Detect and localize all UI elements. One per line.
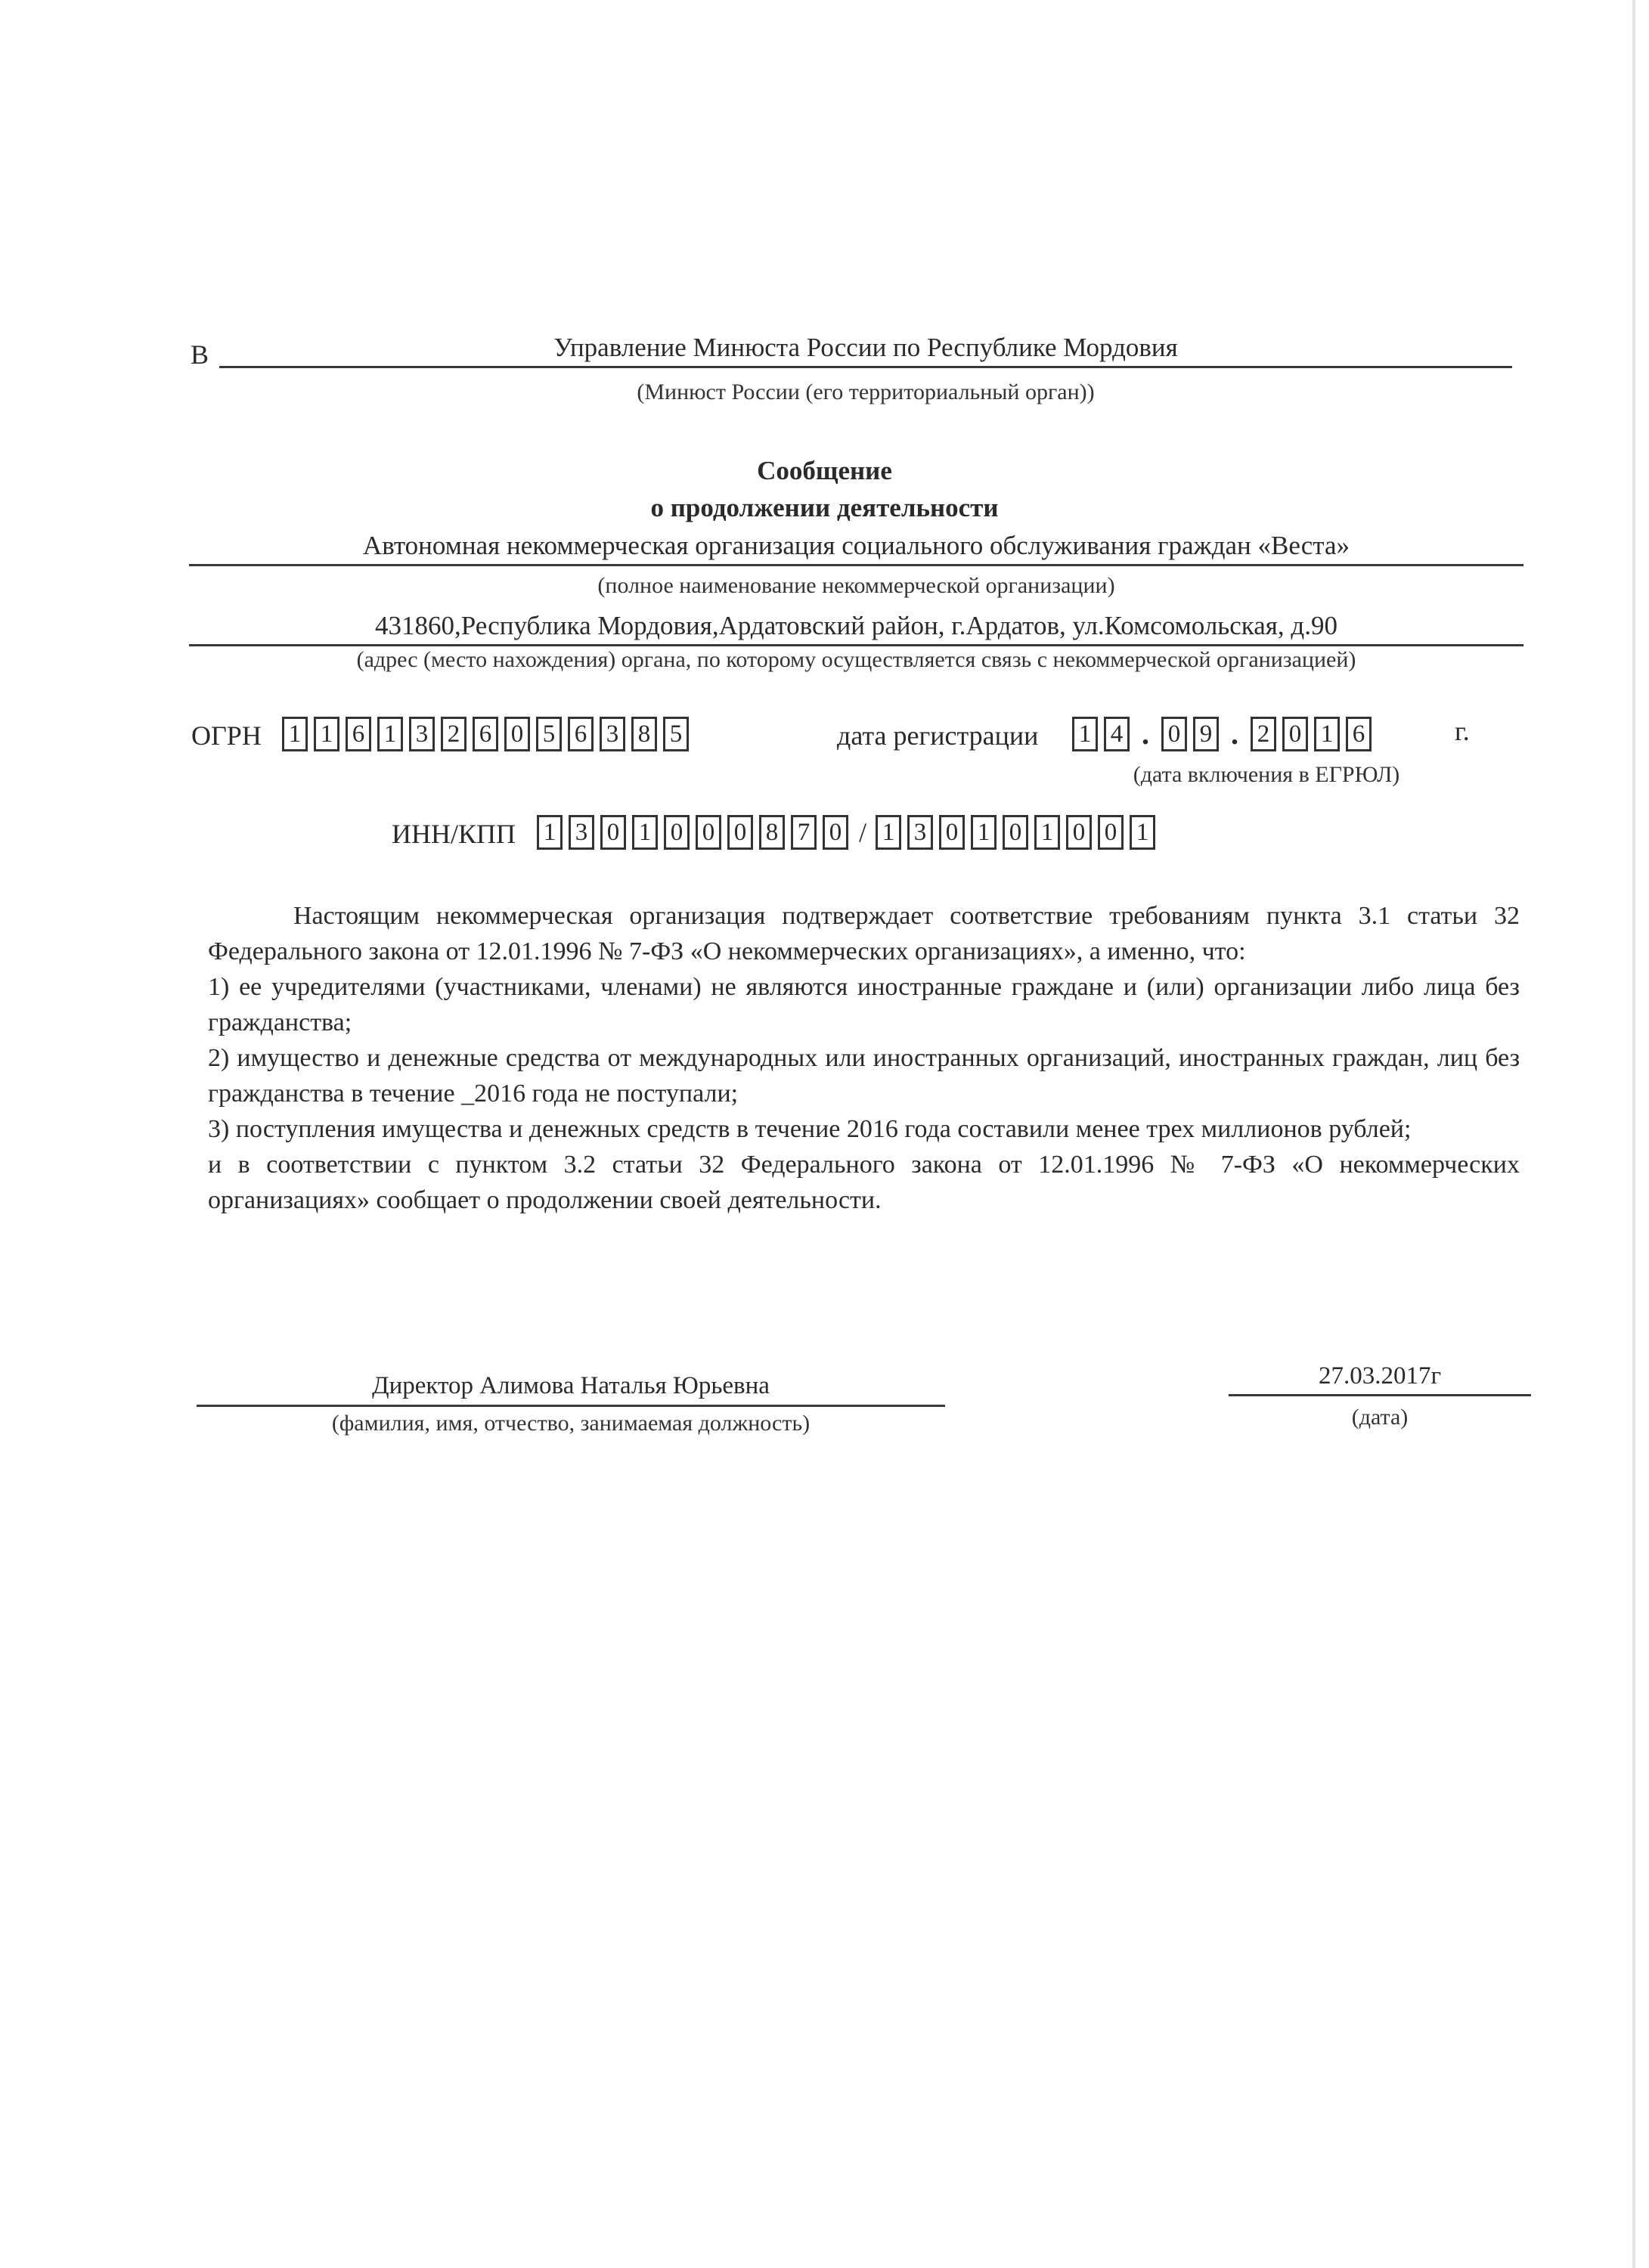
registration-year-suffix: г.	[1455, 716, 1470, 746]
recipient-underline	[219, 366, 1512, 368]
ogrn-digit: 6	[568, 717, 594, 751]
ogrn-digit: 1	[282, 717, 308, 751]
recipient-value: Управление Минюста России по Республике Мордовия	[553, 333, 1178, 362]
scan-edge	[1632, 0, 1635, 2268]
inn-digit: 7	[791, 815, 817, 850]
kpp-digit: 0	[939, 815, 965, 850]
reg-date-dot: .	[1142, 717, 1149, 751]
date-caption: (дата)	[1351, 1405, 1409, 1430]
body-text	[208, 898, 1520, 1218]
inn-kpp-label: ИНН/КПП	[392, 819, 516, 849]
inn-digit: 0	[600, 815, 626, 850]
recipient-caption: (Минюст России (его территориальный орган))	[637, 380, 1095, 404]
inn-digit: 1	[632, 815, 658, 850]
ogrn-digit: 6	[346, 717, 371, 751]
document-subtitle: о продолжении деятельности	[650, 493, 999, 522]
inn-digit: 0	[696, 815, 721, 850]
ogrn-digit: 6	[473, 717, 498, 751]
kpp-digit: 0	[1003, 815, 1028, 850]
kpp-digit: 1	[876, 815, 901, 850]
inn-kpp-cells	[537, 815, 1161, 850]
organization-name-underline	[189, 564, 1523, 566]
kpp-digit: 0	[1066, 815, 1092, 850]
body-conclusion: и в соответствии с пунктом 3.2 статьи 32 Федерального закона от 12.01.1996 № 7-ФЗ «О некоммерческих организациях» сообщает о продолжении своей деятельности.	[208, 1151, 1520, 1214]
body-item-2: 2) имущество и денежные средства от международных или иностранных организаций, иностранных граждан, лиц без гражданства в течение _2016 года не поступали;	[208, 1044, 1520, 1108]
signature-underline	[197, 1405, 945, 1407]
recipient-prefix: В	[191, 339, 209, 370]
registration-label: дата регистрации	[837, 720, 1039, 751]
inn-kpp-separator: /	[858, 817, 866, 847]
inn-digit: 3	[569, 815, 594, 850]
ogrn-digit: 3	[409, 717, 435, 751]
inn-digit: 0	[727, 815, 753, 850]
reg-year-digit: 6	[1346, 717, 1372, 751]
organization-address-underline	[189, 644, 1523, 646]
kpp-digit: 0	[1098, 815, 1124, 850]
ogrn-digit: 1	[314, 717, 339, 751]
ogrn-digit: 3	[600, 717, 625, 751]
organization-address: 431860,Республика Мордовия,Ардатовский район, г.Ардатов, ул.Комсомольская, д.90	[375, 611, 1337, 640]
inn-digit: 0	[823, 815, 848, 850]
organization-address-caption: (адрес (место нахождения) органа, по которому осуществляется связь с некоммерческой организацией)	[356, 647, 1356, 672]
organization-name: Автономная некоммерческая организация социального обслуживания граждан «Веста»	[362, 531, 1350, 560]
ogrn-digit: 0	[504, 717, 530, 751]
body-intro: Настоящим некоммерческая организация подтверждает соответствие требованиям пункта 3.1 статьи 32 Федерального закона от 12.01.1996 № 7-ФЗ «О некоммерческих организациях», а именно, что:	[208, 902, 1520, 965]
ogrn-label: ОГРН	[191, 720, 262, 751]
ogrn-digit: 1	[377, 717, 403, 751]
document-title: Сообщение	[757, 456, 892, 485]
reg-month-digit: 9	[1193, 717, 1219, 751]
registration-caption: (дата включения в ЕГРЮЛ)	[1133, 762, 1400, 787]
reg-year-digit: 1	[1314, 717, 1340, 751]
reg-year-digit: 0	[1282, 717, 1308, 751]
body-item-1: 1) ее учредителями (участниками, членами) не являются иностранные граждане и (или) организации либо лица без гражданства;	[208, 973, 1520, 1036]
reg-year-digit: 2	[1251, 717, 1276, 751]
ogrn-cells	[282, 717, 695, 751]
kpp-digit: 3	[907, 815, 933, 850]
kpp-digit: 1	[1034, 815, 1060, 850]
registration-date-cells	[1072, 717, 1378, 751]
date-underline	[1229, 1394, 1531, 1396]
kpp-digit: 1	[1130, 815, 1155, 850]
kpp-digit: 1	[971, 815, 997, 850]
body-item-3: 3) поступления имущества и денежных средств в течение 2016 года составили менее трех миллионов рублей;	[208, 1115, 1412, 1143]
reg-day-digit: 4	[1104, 717, 1130, 751]
inn-digit: 8	[759, 815, 785, 850]
date-value: 27.03.2017г	[1318, 1362, 1442, 1390]
inn-digit: 1	[537, 815, 563, 850]
reg-month-digit: 0	[1161, 717, 1187, 751]
organization-name-caption: (полное наименование некоммерческой организации)	[597, 573, 1115, 598]
ogrn-digit: 2	[441, 717, 466, 751]
reg-date-dot: .	[1231, 717, 1238, 751]
signature-caption: (фамилия, имя, отчество, занимаемая должность)	[331, 1411, 811, 1436]
ogrn-digit: 8	[631, 717, 657, 751]
signature-value: Директор Алимова Наталья Юрьевна	[372, 1372, 770, 1399]
ogrn-digit: 5	[536, 717, 562, 751]
reg-day-digit: 1	[1072, 717, 1098, 751]
ogrn-digit: 5	[663, 717, 689, 751]
inn-digit: 0	[664, 815, 690, 850]
